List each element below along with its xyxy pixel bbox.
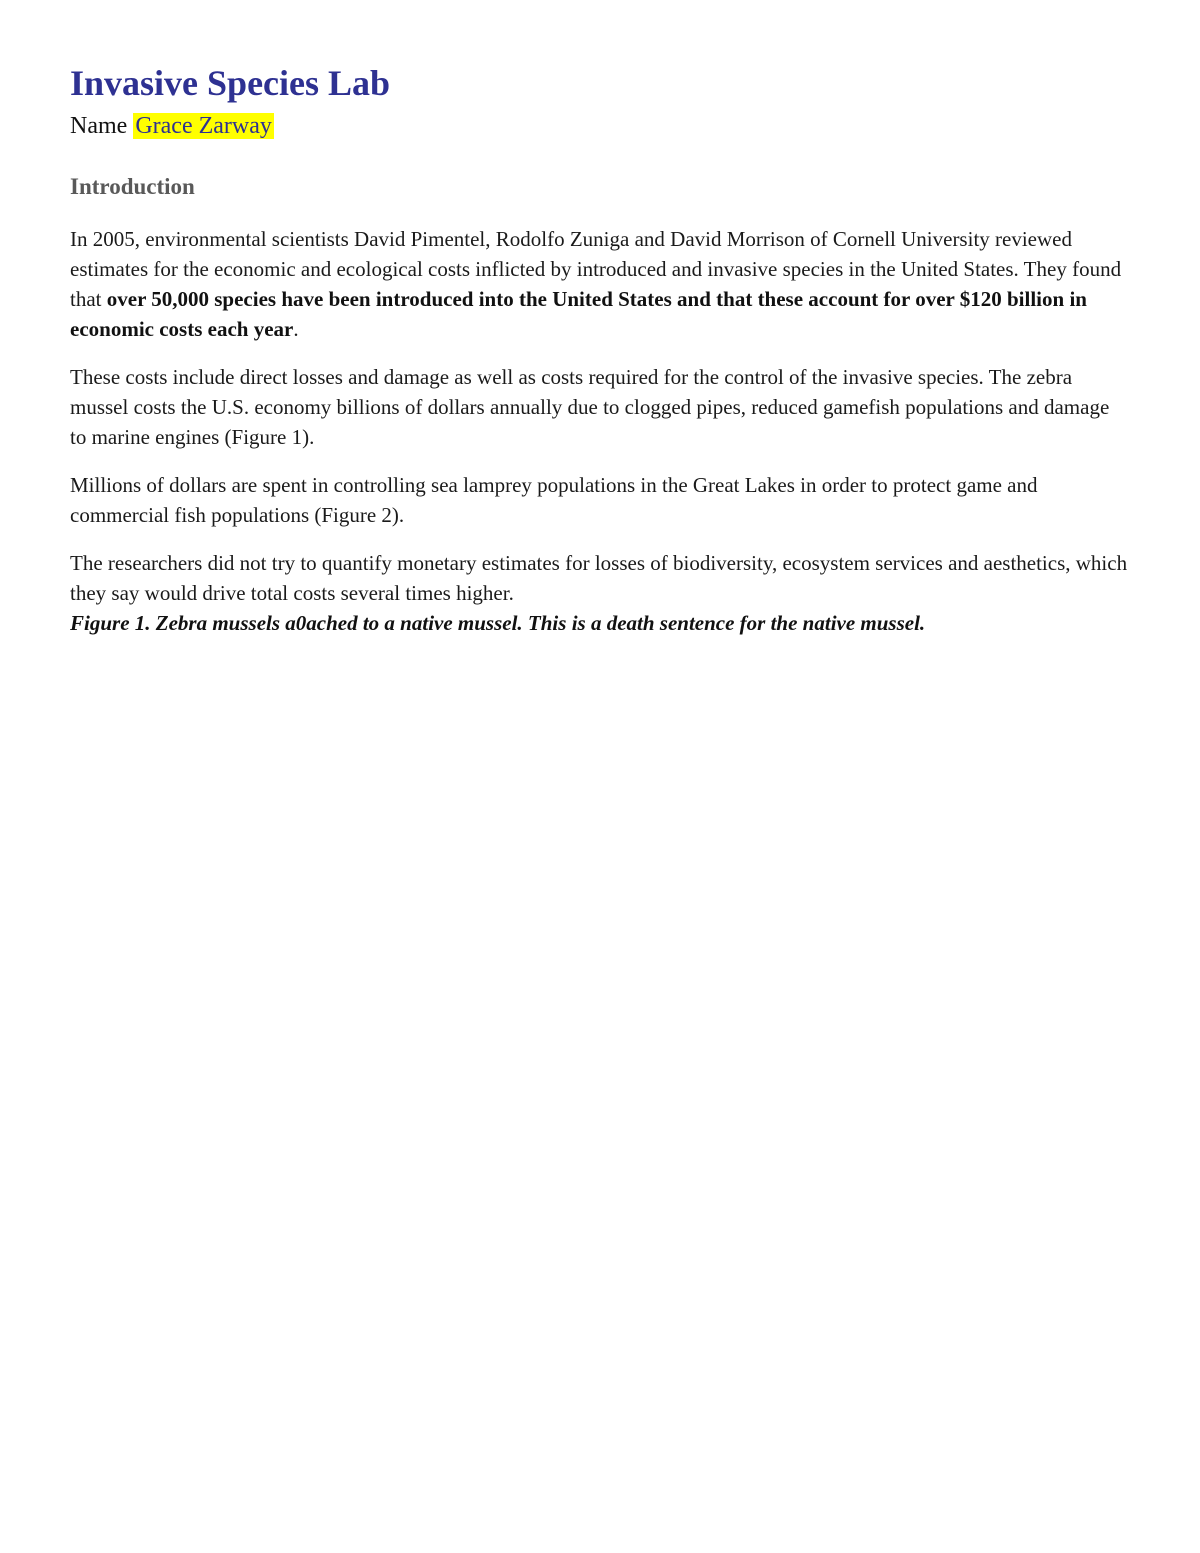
- paragraph-1-bold: over 50,000 species have been introduced into the United States and that these account for over $120 billion in economic costs each year: [70, 287, 1087, 341]
- document-page: [70, 62, 1130, 638]
- figure-caption: Figure 1. Zebra mussels a0ached to a native mussel. This is a death sentence for the native mussel.: [70, 611, 926, 635]
- paragraph-1: [70, 224, 1130, 344]
- paragraph-1-end: .: [293, 317, 299, 341]
- paragraph-3: Millions of dollars are spent in controlling sea lamprey populations in the Great Lakes in order to protect game and commercial fish populations (Figure 2).: [70, 473, 1038, 527]
- paragraph-1-text: In 2005, environmental scientists David Pimentel, Rodolfo Zuniga and David Morrison of Cornell University reviewed estimates for the economic and ecological costs inflicted by introduced and invasive species in the United States. They found that: [70, 227, 1122, 311]
- paragraph-2: These costs include direct losses and damage as well as costs required for the control of the invasive species. The zebra mussel costs the U.S. economy billions of dollars annually due to clogged pipes, reduced gamefish populations and damage to marine engines (Figure 1).: [70, 365, 1110, 449]
- student-name: Grace Zarway: [135, 113, 272, 139]
- paragraph-4: The researchers did not try to quantify monetary estimates for losses of biodiversity, ecosystem services and aesthetics, which they say would drive total costs several times higher.: [70, 551, 1128, 605]
- document-title: Invasive Species Lab: [70, 63, 391, 103]
- name-line: [70, 110, 1130, 142]
- name-label: Name: [70, 113, 128, 139]
- section-heading-introduction: Introduction: [70, 174, 195, 199]
